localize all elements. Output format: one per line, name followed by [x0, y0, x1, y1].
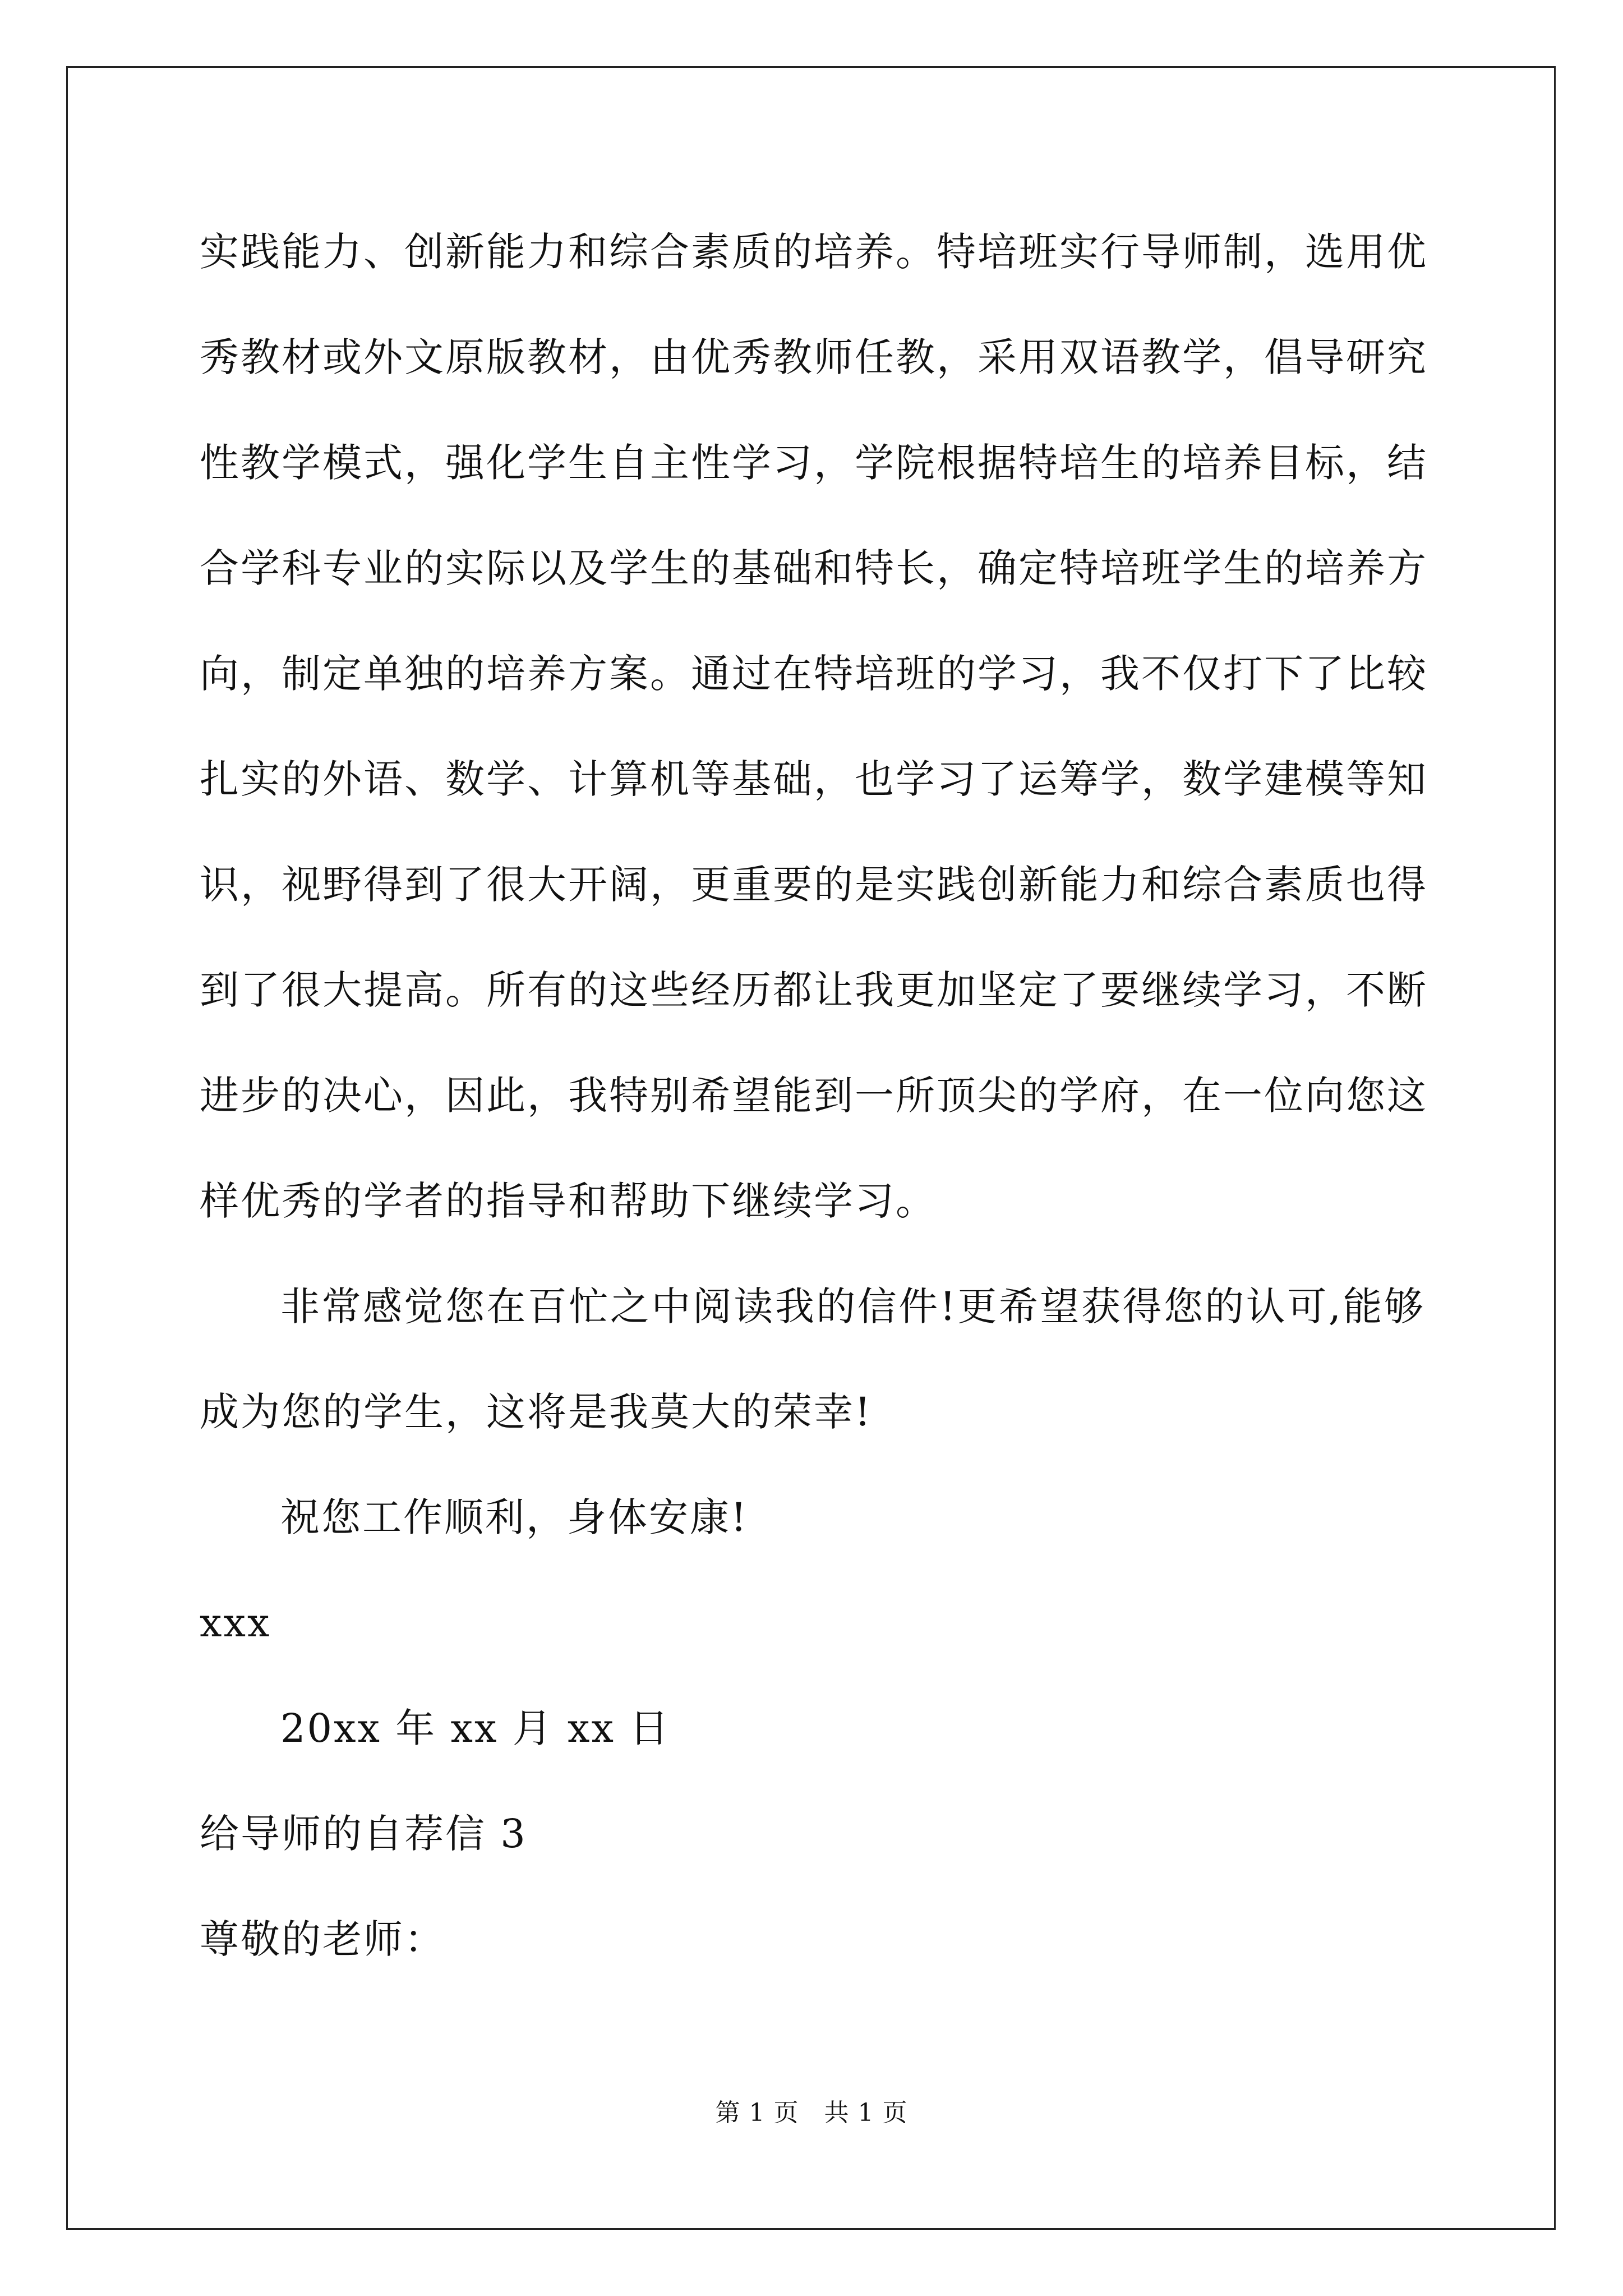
- thanks-paragraph: 非常感觉您在百忙之中阅读我的信件!更希望获得您的认可,能够成为您的学生，这将是我莫大的荣幸!: [200, 1283, 1425, 1435]
- body-line: 扎实的外语、数学、计算机等基础，也学习了运筹学，数学建模等知: [200, 756, 1428, 802]
- page-number-footer: 第 1 页 共 1 页: [715, 2099, 908, 2127]
- body-line: 向，制定单独的培养方案。通过在特培班的学习，我不仅打下了比较: [200, 651, 1428, 697]
- body-line: 实践能力、创新能力和综合素质的培养。特培班实行导师制，选用优: [200, 229, 1428, 275]
- letter-content: [200, 199, 1428, 1992]
- salutation: 尊敬的老师：: [200, 1916, 445, 1962]
- body-line: 性教学模式，强化学生自主性学习，学院根据特培生的培养目标，结: [200, 440, 1428, 486]
- body-line: 到了很大提高。所有的这些经历都让我更加坚定了要继续学习，不断: [200, 967, 1428, 1013]
- letter-date: 20xx 年 xx 月 xx 日: [280, 1705, 671, 1751]
- body-line: 识，视野得到了很大开阔，更重要的是实践创新能力和综合素质也得: [200, 862, 1428, 908]
- body-line: 进步的决心，因此，我特别希望能到一所顶尖的学府，在一位向您这: [200, 1073, 1428, 1119]
- closing-wish: 祝您工作顺利，身体安康!: [280, 1494, 749, 1540]
- signature: xxx: [200, 1600, 271, 1646]
- body-line: 秀教材或外文原版教材，由优秀教师任教，采用双语教学，倡导研究: [200, 334, 1428, 380]
- body-line: 合学科专业的实际以及学生的基础和特长，确定特培班学生的培养方: [200, 545, 1428, 591]
- next-letter-title: 给导师的自荐信 3: [200, 1811, 527, 1857]
- body-line: 样优秀的学者的指导和帮助下继续学习。: [200, 1178, 937, 1224]
